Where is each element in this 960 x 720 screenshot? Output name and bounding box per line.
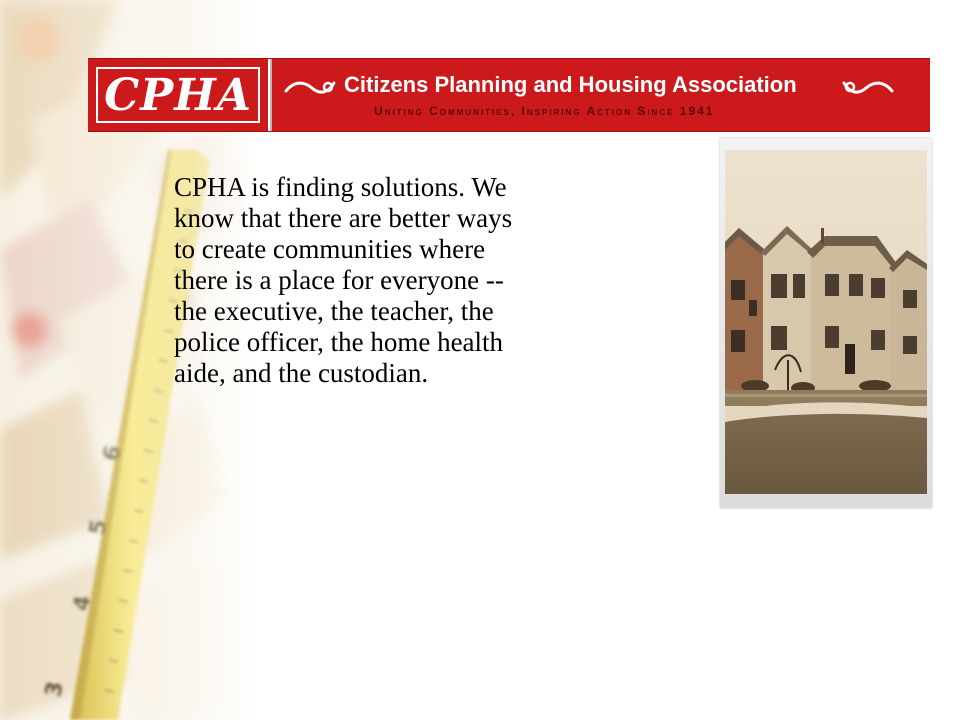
- body-line: there is a place for everyone --: [174, 265, 504, 295]
- body-line: know that there are better ways: [174, 203, 513, 233]
- title-area: [284, 65, 924, 127]
- logo-border: [96, 67, 260, 123]
- scroll-ornament-right-icon: [842, 75, 894, 99]
- photo-frame: [720, 138, 932, 508]
- body-line: CPHA is finding solutions. We: [174, 172, 507, 202]
- scroll-ornament-left-icon: [284, 75, 336, 99]
- body-line: to create communities where: [174, 234, 486, 264]
- body-line: police officer, the home health: [174, 327, 504, 357]
- body-line: the executive, the teacher, the: [174, 296, 494, 326]
- body-paragraph: [174, 172, 654, 389]
- houses-photo: [725, 150, 927, 494]
- tagline: Uniting Communities, Inspiring Action Since 1941: [374, 104, 715, 118]
- logo: [88, 59, 270, 131]
- header-banner: [88, 58, 930, 132]
- logo-text: CPHA: [104, 70, 252, 121]
- body-line: aide, and the custodian.: [174, 358, 429, 388]
- organization-name: Citizens Planning and Housing Association: [344, 72, 797, 97]
